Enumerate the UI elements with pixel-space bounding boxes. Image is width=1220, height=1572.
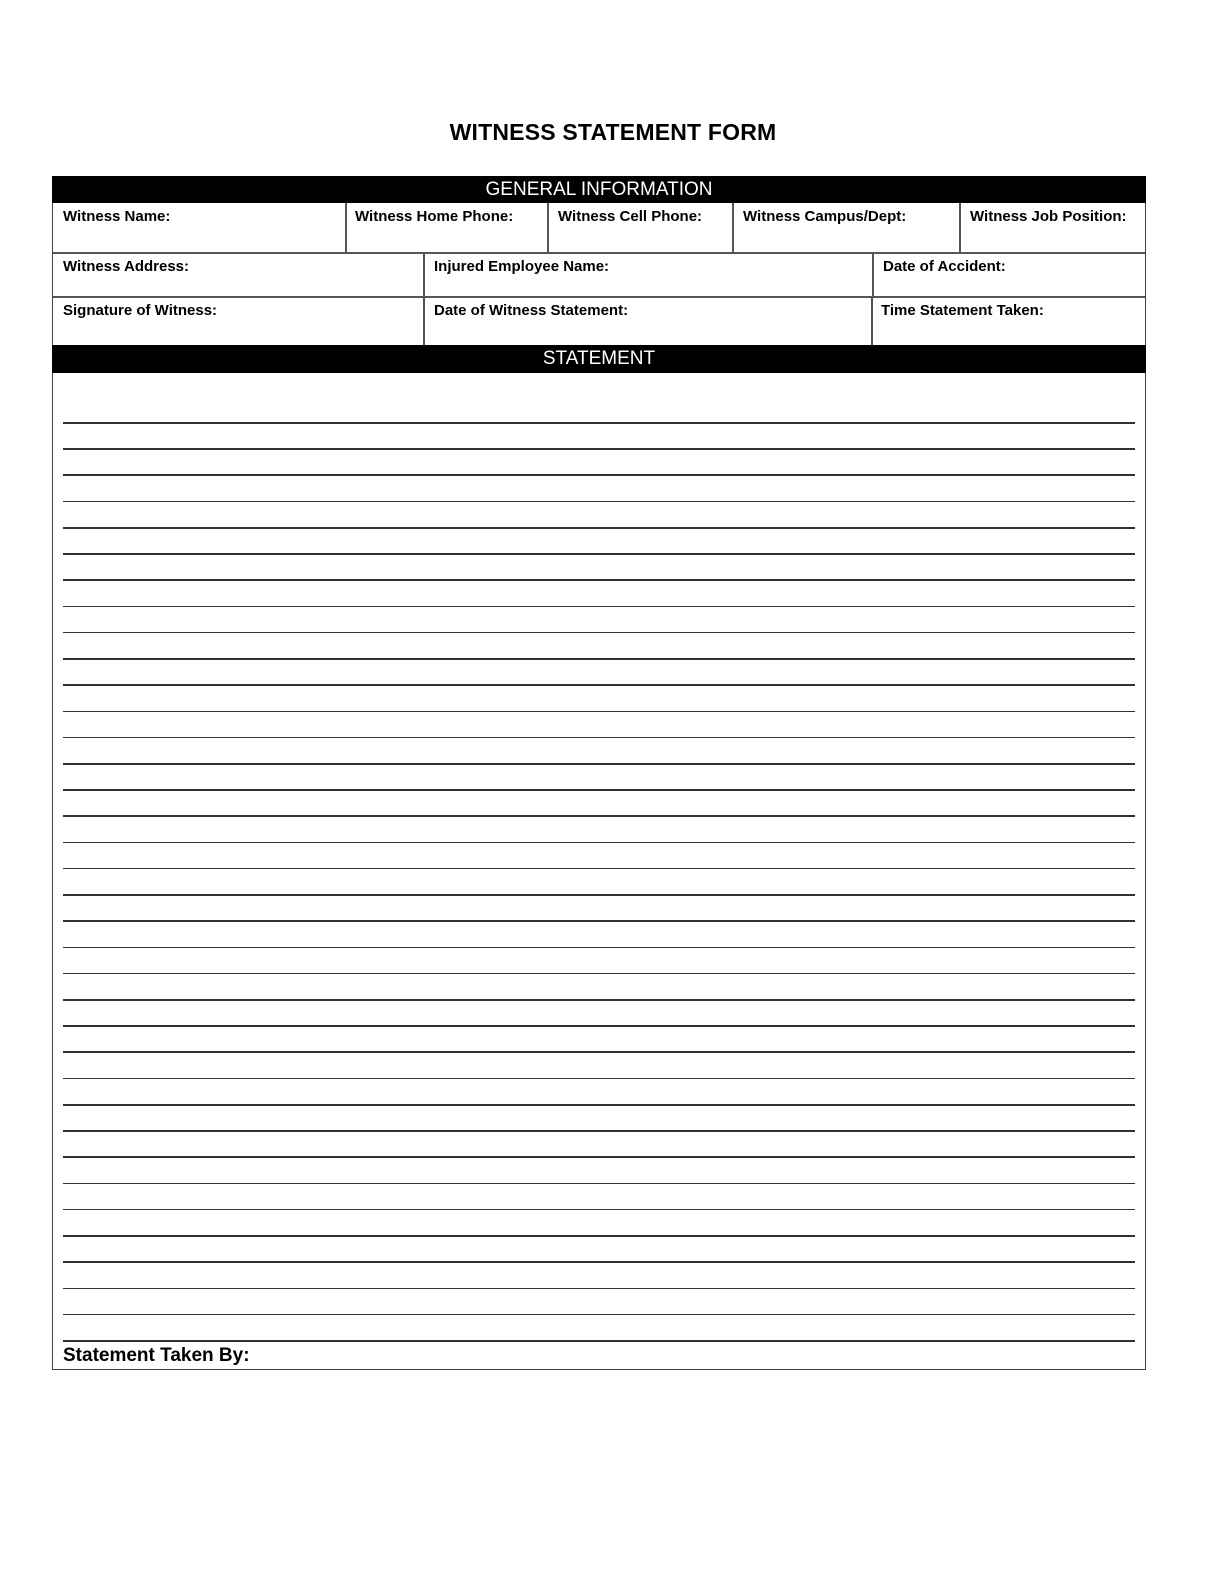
statement-line[interactable]: [63, 501, 1135, 503]
witness-cell-phone-label: Witness Cell Phone:: [558, 208, 703, 225]
statement-line[interactable]: [63, 1288, 1135, 1290]
statement-line[interactable]: [63, 527, 1135, 529]
statement-line[interactable]: [63, 973, 1135, 975]
statement-line[interactable]: [63, 789, 1135, 791]
statement-line[interactable]: [63, 684, 1135, 686]
date-of-witness-statement-label: Date of Witness Statement:: [434, 302, 629, 319]
statement-line[interactable]: [63, 632, 1135, 634]
divider: [959, 203, 961, 252]
divider: [871, 296, 873, 345]
time-statement-taken-field[interactable]: [871, 297, 1145, 345]
statement-line[interactable]: [63, 1051, 1135, 1053]
statement-line[interactable]: [63, 1314, 1135, 1316]
injured-employee-name-label: Injured Employee Name:: [434, 258, 610, 275]
witness-home-phone-field[interactable]: [345, 203, 548, 252]
statement-line[interactable]: [63, 947, 1135, 949]
witness-job-position-label: Witness Job Position:: [970, 208, 1127, 225]
divider: [872, 252, 874, 296]
statement-line[interactable]: [63, 658, 1135, 660]
witness-job-position-field[interactable]: [960, 203, 1145, 252]
general-information-header: GENERAL INFORMATION: [52, 176, 1146, 203]
statement-line[interactable]: [63, 1104, 1135, 1106]
statement-line[interactable]: [63, 1025, 1135, 1027]
divider: [732, 203, 734, 252]
statement-line[interactable]: [63, 737, 1135, 739]
statement-line[interactable]: [63, 553, 1135, 555]
witness-campus-dept-field[interactable]: [733, 203, 960, 252]
statement-line[interactable]: [63, 894, 1135, 896]
statement-line[interactable]: [63, 1078, 1135, 1080]
witness-campus-dept-label: Witness Campus/Dept:: [743, 208, 907, 225]
signature-of-witness-field[interactable]: [53, 297, 424, 345]
page-title: WITNESS STATEMENT FORM: [449, 119, 777, 145]
time-statement-taken-label: Time Statement Taken:: [881, 302, 1044, 319]
statement-line[interactable]: [63, 1261, 1135, 1263]
statement-line[interactable]: [63, 422, 1135, 424]
divider: [423, 296, 425, 345]
witness-address-field[interactable]: [53, 253, 424, 296]
statement-line[interactable]: [63, 448, 1135, 450]
witness-name-field[interactable]: [53, 203, 345, 252]
statement-line[interactable]: [63, 1340, 1135, 1342]
injured-employee-name-field[interactable]: [424, 253, 873, 296]
witness-address-label: Witness Address:: [63, 258, 190, 275]
divider: [547, 203, 549, 252]
statement-line[interactable]: [63, 763, 1135, 765]
statement-header: STATEMENT: [52, 345, 1146, 373]
statement-taken-by-label: Statement Taken By:: [63, 1345, 250, 1366]
date-of-accident-field[interactable]: [873, 253, 1145, 296]
statement-line[interactable]: [63, 1183, 1135, 1185]
signature-of-witness-label: Signature of Witness:: [63, 302, 218, 319]
statement-line[interactable]: [63, 815, 1135, 817]
statement-line[interactable]: [63, 579, 1135, 581]
date-of-accident-label: Date of Accident:: [883, 258, 1006, 275]
witness-home-phone-label: Witness Home Phone:: [355, 208, 514, 225]
witness-statement-form: [52, 176, 1146, 1370]
divider: [423, 252, 425, 296]
statement-line[interactable]: [63, 606, 1135, 608]
witness-name-label: Witness Name:: [63, 208, 171, 225]
statement-line[interactable]: [63, 474, 1135, 476]
statement-line[interactable]: [63, 1156, 1135, 1158]
statement-line[interactable]: [63, 711, 1135, 713]
statement-line[interactable]: [63, 1235, 1135, 1237]
divider: [345, 203, 347, 252]
witness-cell-phone-field[interactable]: [548, 203, 733, 252]
statement-line[interactable]: [63, 842, 1135, 844]
statement-line[interactable]: [63, 1209, 1135, 1211]
statement-line[interactable]: [63, 920, 1135, 922]
statement-line[interactable]: [63, 999, 1135, 1001]
date-of-witness-statement-field[interactable]: [424, 297, 871, 345]
statement-line[interactable]: [63, 868, 1135, 870]
statement-line[interactable]: [63, 1130, 1135, 1132]
